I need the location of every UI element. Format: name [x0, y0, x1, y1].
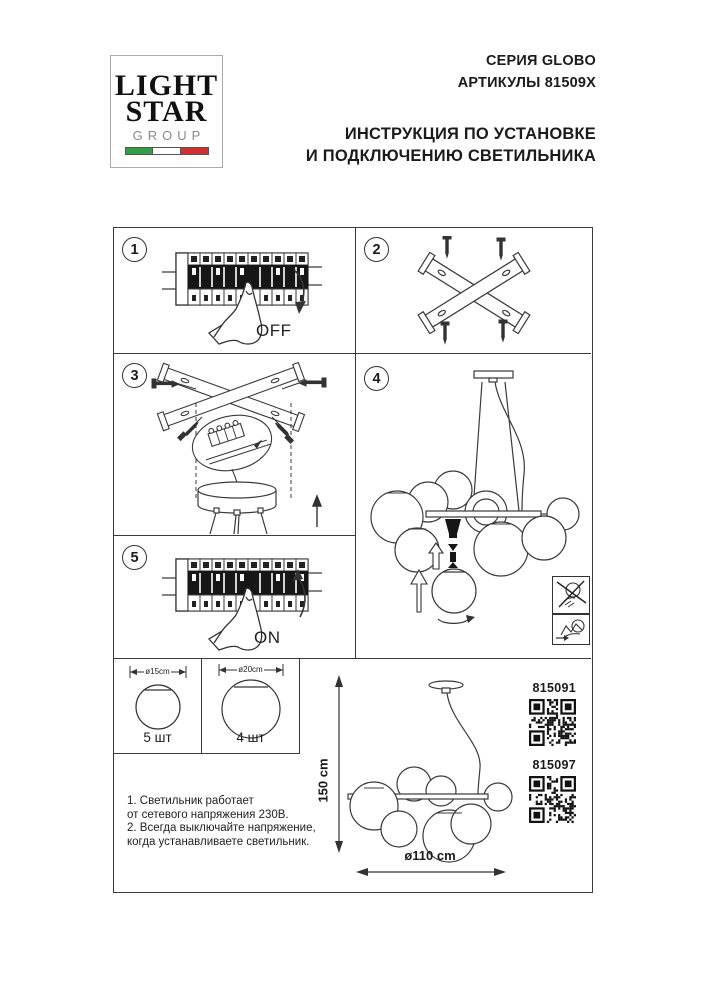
instruction-grid	[113, 227, 593, 893]
title-line-2: И ПОДКЛЮЧЕНИЮ СВЕТИЛЬНИКА	[305, 147, 596, 165]
flag-green-segment	[126, 148, 153, 154]
step-2-panel	[356, 228, 591, 354]
step-5-panel	[114, 536, 356, 659]
step-2-number: 2	[364, 237, 389, 262]
note-line-4: когда устанавливаете светильник.	[127, 835, 310, 848]
off-label: OFF	[256, 321, 292, 340]
header-meta	[458, 50, 596, 94]
step-4-panel	[356, 354, 591, 659]
use-cloth-warning	[552, 614, 590, 645]
note-line-2: от сетевого напряжения 230В.	[127, 808, 289, 821]
bulb-large-diameter: ø20cm	[238, 665, 263, 674]
step-4-number: 4	[364, 366, 389, 391]
flag-white-segment	[152, 148, 181, 154]
on-label: ON	[254, 628, 281, 647]
note-line-3: 2. Всегда выключайте напряжение,	[127, 822, 316, 834]
flag-red-segment	[181, 148, 208, 154]
step-1-panel	[114, 228, 356, 354]
article-number-815097: 815097	[532, 758, 576, 772]
step-1-number: 1	[122, 237, 147, 262]
safety-notes	[127, 795, 327, 849]
qr-code-815091	[529, 699, 576, 746]
logo-word-group: GROUP	[132, 127, 206, 143]
width-dimension-label: ø110 cm	[404, 848, 456, 863]
articles-label: АРТИКУЛЫ 81509X	[457, 75, 596, 91]
specs-section	[114, 659, 591, 891]
step-3-number: 3	[122, 363, 147, 388]
title-line-1: ИНСТРУКЦИЯ ПО УСТАНОВКЕ	[344, 125, 596, 143]
breaker-on-drawing	[162, 551, 322, 656]
bulb-spec-small	[114, 659, 202, 754]
bulb-large-count: 4 шт	[236, 730, 265, 745]
step-5-number: 5	[122, 545, 147, 570]
logo-word-light: LIGHT	[114, 68, 219, 102]
logo-word-star: STAR	[125, 94, 208, 128]
lightstar-logo	[110, 55, 223, 168]
no-bare-hands-warning	[552, 576, 590, 614]
bulb-spec-large	[202, 659, 300, 754]
qr-code-815097	[529, 776, 576, 823]
breaker-off-drawing	[162, 245, 322, 350]
note-line-1: 1. Светильник работает	[127, 795, 254, 807]
lightstar-logo-inner	[111, 56, 222, 167]
bracket-mounting-drawing	[134, 359, 344, 534]
bulb-small-diameter: ø15cm	[145, 667, 170, 676]
italian-flag-bar	[125, 147, 209, 155]
article-number-815091: 815091	[532, 681, 576, 695]
height-dimension-label: 150 cm	[315, 758, 331, 803]
bulb-small-glyph	[135, 682, 181, 730]
product-dimension-drawing	[344, 673, 524, 873]
cloth-glove-icon	[553, 615, 589, 644]
series-label: СЕРИЯ GLOBO	[485, 53, 596, 69]
page-title	[306, 123, 596, 167]
cross-bracket-drawing	[414, 236, 534, 348]
no-touch-bulb-icon	[553, 577, 589, 613]
step-3-panel	[114, 354, 356, 536]
bulb-small-count: 5 шт	[143, 730, 172, 745]
width-dimension-arrow	[352, 864, 512, 880]
